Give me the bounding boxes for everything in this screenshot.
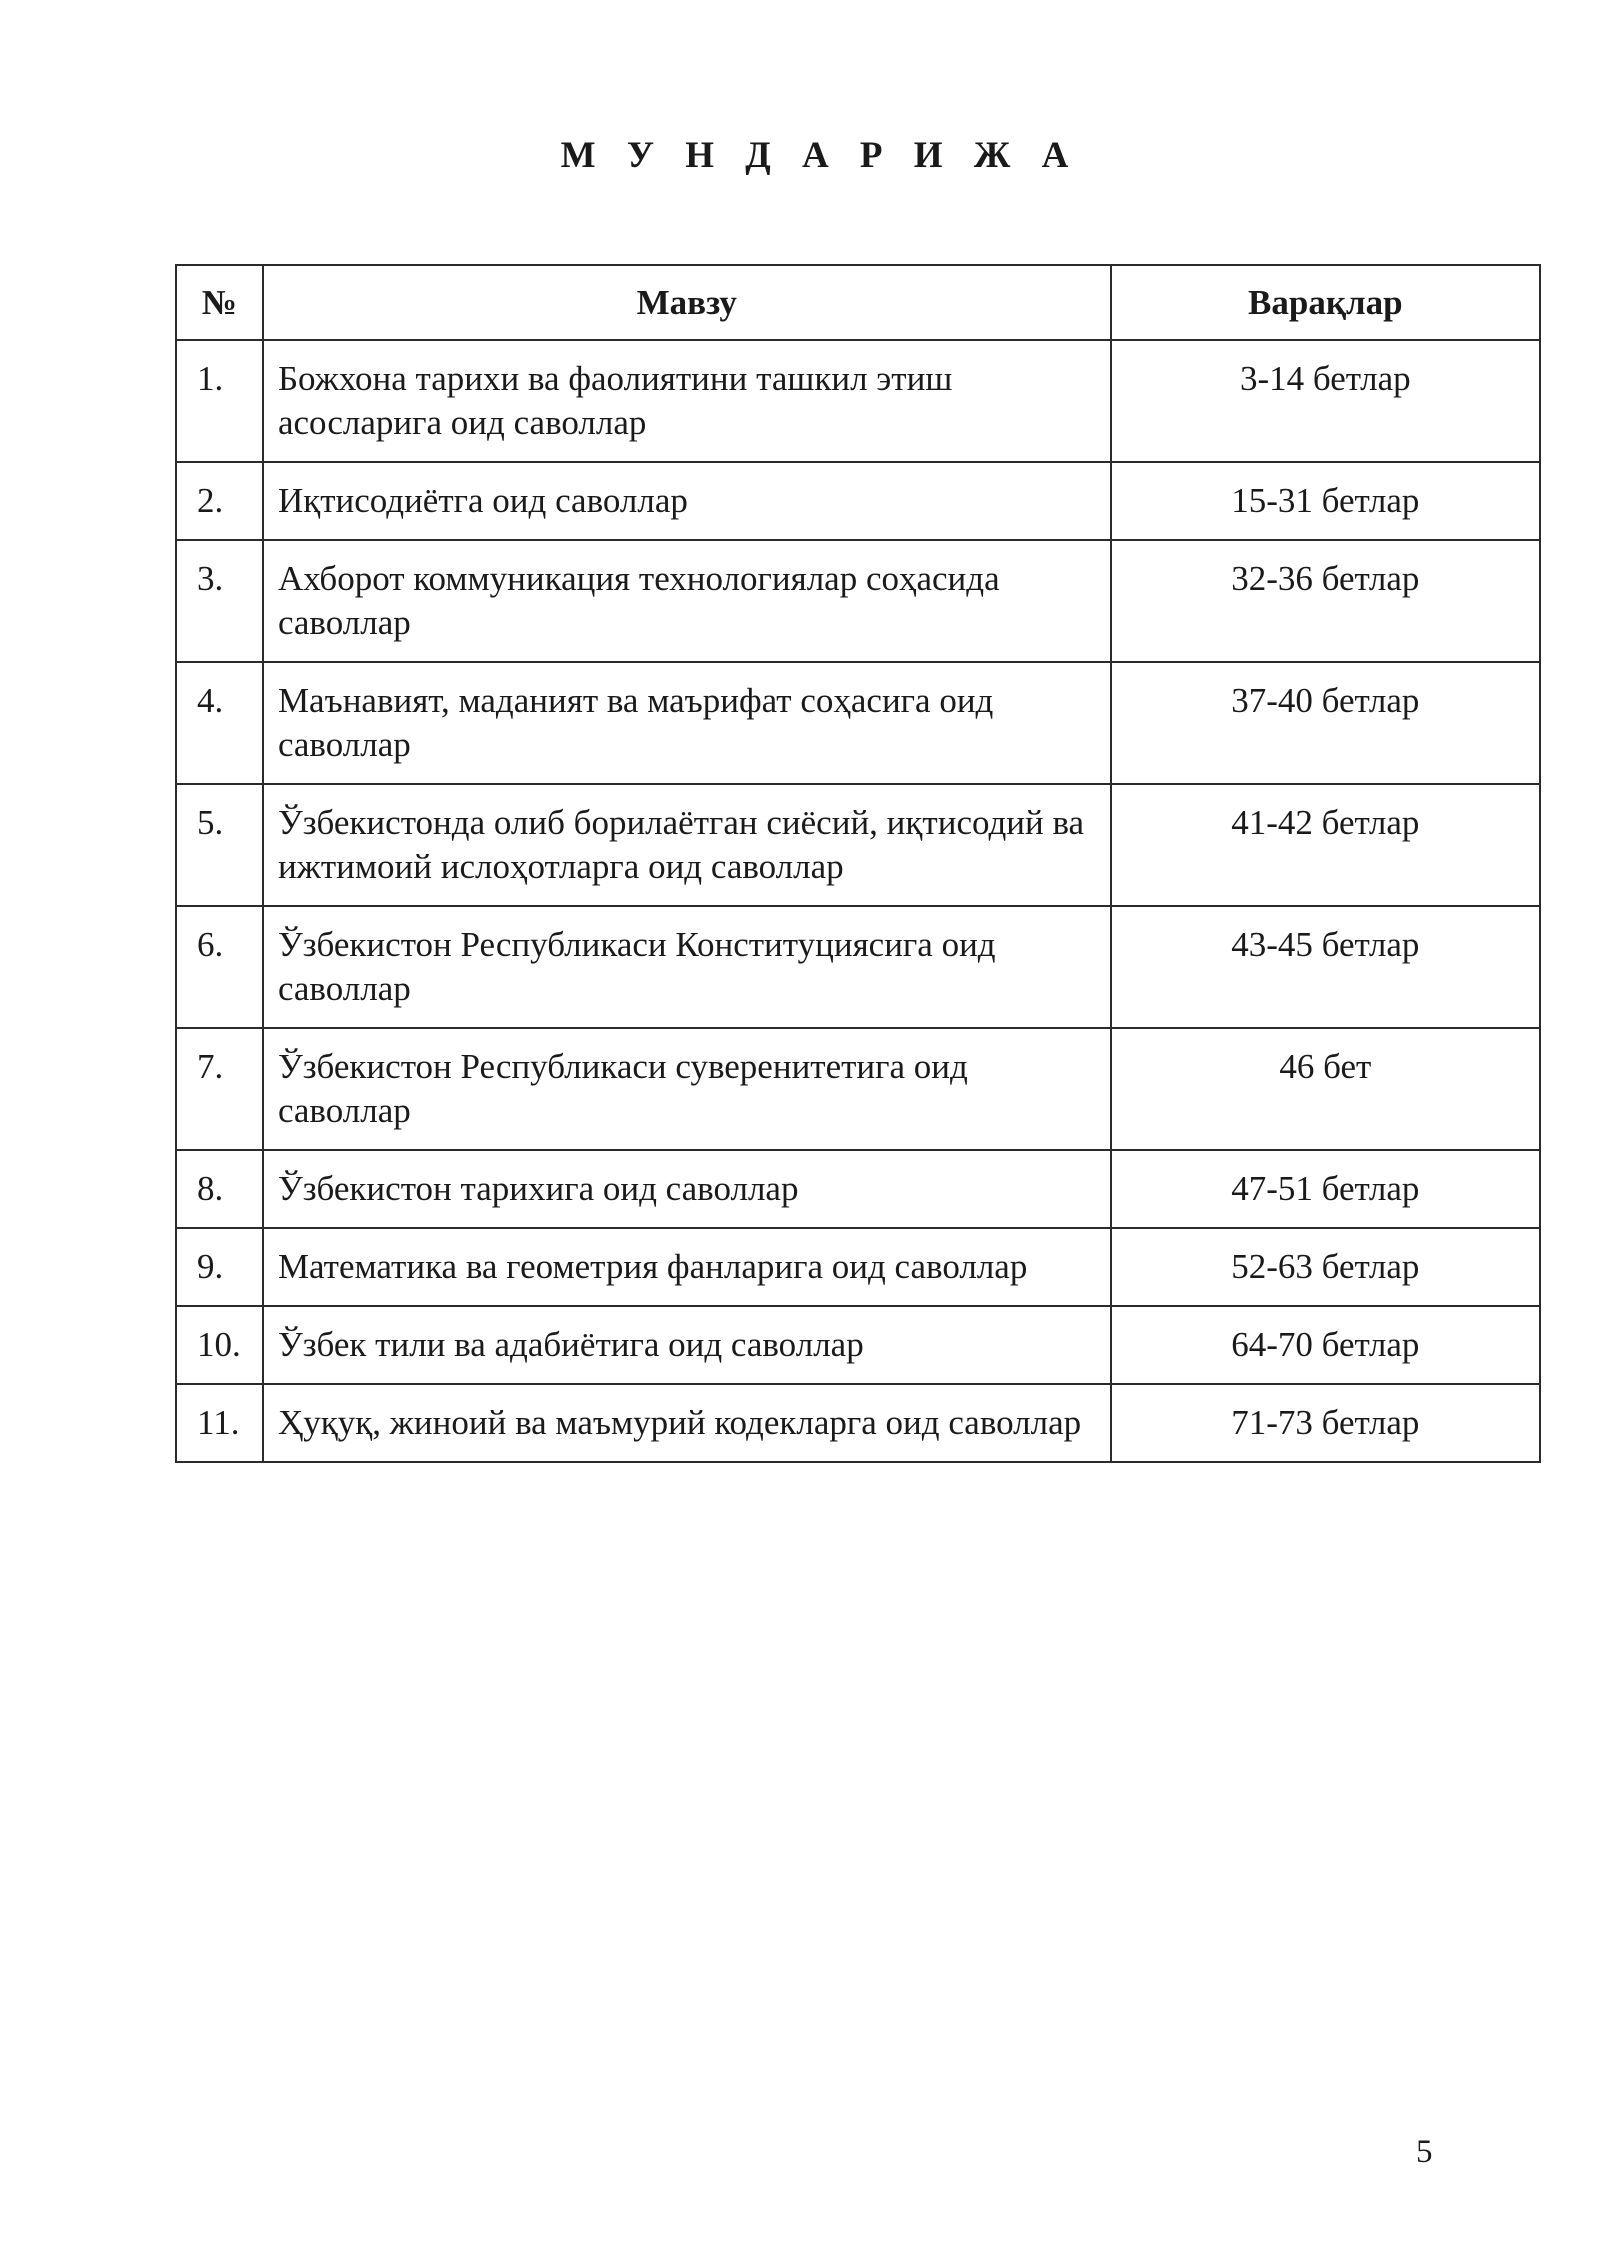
row-pages: 64-70 бетлар bbox=[1111, 1306, 1540, 1384]
row-topic: Ўзбекистон Республикаси суверенитетига оид саволлар bbox=[263, 1028, 1111, 1150]
row-topic: Ўзбекистон тарихига оид саволлар bbox=[263, 1150, 1111, 1228]
table-row bbox=[176, 1028, 1540, 1150]
row-number: 5. bbox=[176, 784, 263, 906]
table-row bbox=[176, 662, 1540, 784]
table-row bbox=[176, 462, 1540, 540]
row-number: 2. bbox=[176, 462, 263, 540]
table-row bbox=[176, 1228, 1540, 1306]
row-number: 11. bbox=[176, 1384, 263, 1462]
row-number: 8. bbox=[176, 1150, 263, 1228]
row-number: 6. bbox=[176, 906, 263, 1028]
row-topic: Математика ва геометрия фанларига оид саволлар bbox=[263, 1228, 1111, 1306]
row-number: 9. bbox=[176, 1228, 263, 1306]
row-topic: Ўзбек тили ва адабиётига оид саволлар bbox=[263, 1306, 1111, 1384]
page-title: М У Н Д А Р И Ж А bbox=[560, 135, 1080, 176]
row-number: 1. bbox=[176, 340, 263, 462]
row-topic: Ўзбекистон Республикаси Конституциясига оид саволлар bbox=[263, 906, 1111, 1028]
row-pages: 52-63 бетлар bbox=[1111, 1228, 1540, 1306]
table-row bbox=[176, 1306, 1540, 1384]
row-pages: 47-51 бетлар bbox=[1111, 1150, 1540, 1228]
header-number: № bbox=[176, 265, 263, 340]
row-topic: Ўзбекистонда олиб борилаётган сиёсий, иқтисодий ва ижтимоий ислоҳотларга оид саволлар bbox=[263, 784, 1111, 906]
row-number: 4. bbox=[176, 662, 263, 784]
header-topic: Мавзу bbox=[263, 265, 1111, 340]
row-pages: 32-36 бетлар bbox=[1111, 540, 1540, 662]
contents-table bbox=[175, 264, 1541, 1463]
row-pages: 71-73 бетлар bbox=[1111, 1384, 1540, 1462]
table-row bbox=[176, 1150, 1540, 1228]
row-pages: 43-45 бетлар bbox=[1111, 906, 1540, 1028]
table-row bbox=[176, 784, 1540, 906]
table-row bbox=[176, 340, 1540, 462]
row-pages: 37-40 бетлар bbox=[1111, 662, 1540, 784]
table-row bbox=[176, 906, 1540, 1028]
row-number: 10. bbox=[176, 1306, 263, 1384]
table-row bbox=[176, 540, 1540, 662]
row-pages: 15-31 бетлар bbox=[1111, 462, 1540, 540]
row-topic: Маънавият, маданият ва маърифат соҳасига оид саволлар bbox=[263, 662, 1111, 784]
row-topic: Иқтисодиётга оид саволлар bbox=[263, 462, 1111, 540]
row-topic: Божхона тарихи ва фаолиятини ташкил этиш асосларига оид саволлар bbox=[263, 340, 1111, 462]
table-header-row bbox=[176, 265, 1540, 340]
row-pages: 3-14 бетлар bbox=[1111, 340, 1540, 462]
row-topic: Ҳуқуқ, жиноий ва маъмурий кодекларга оид саволлар bbox=[263, 1384, 1111, 1462]
row-number: 7. bbox=[176, 1028, 263, 1150]
table-row bbox=[176, 1384, 1540, 1462]
row-number: 3. bbox=[176, 540, 263, 662]
row-topic: Ахборот коммуникация технологиялар соҳасида саволлар bbox=[263, 540, 1111, 662]
row-pages: 46 бет bbox=[1111, 1028, 1540, 1150]
page-number: 5 bbox=[1416, 2134, 1433, 2170]
header-pages: Варақлар bbox=[1111, 265, 1540, 340]
row-pages: 41-42 бетлар bbox=[1111, 784, 1540, 906]
